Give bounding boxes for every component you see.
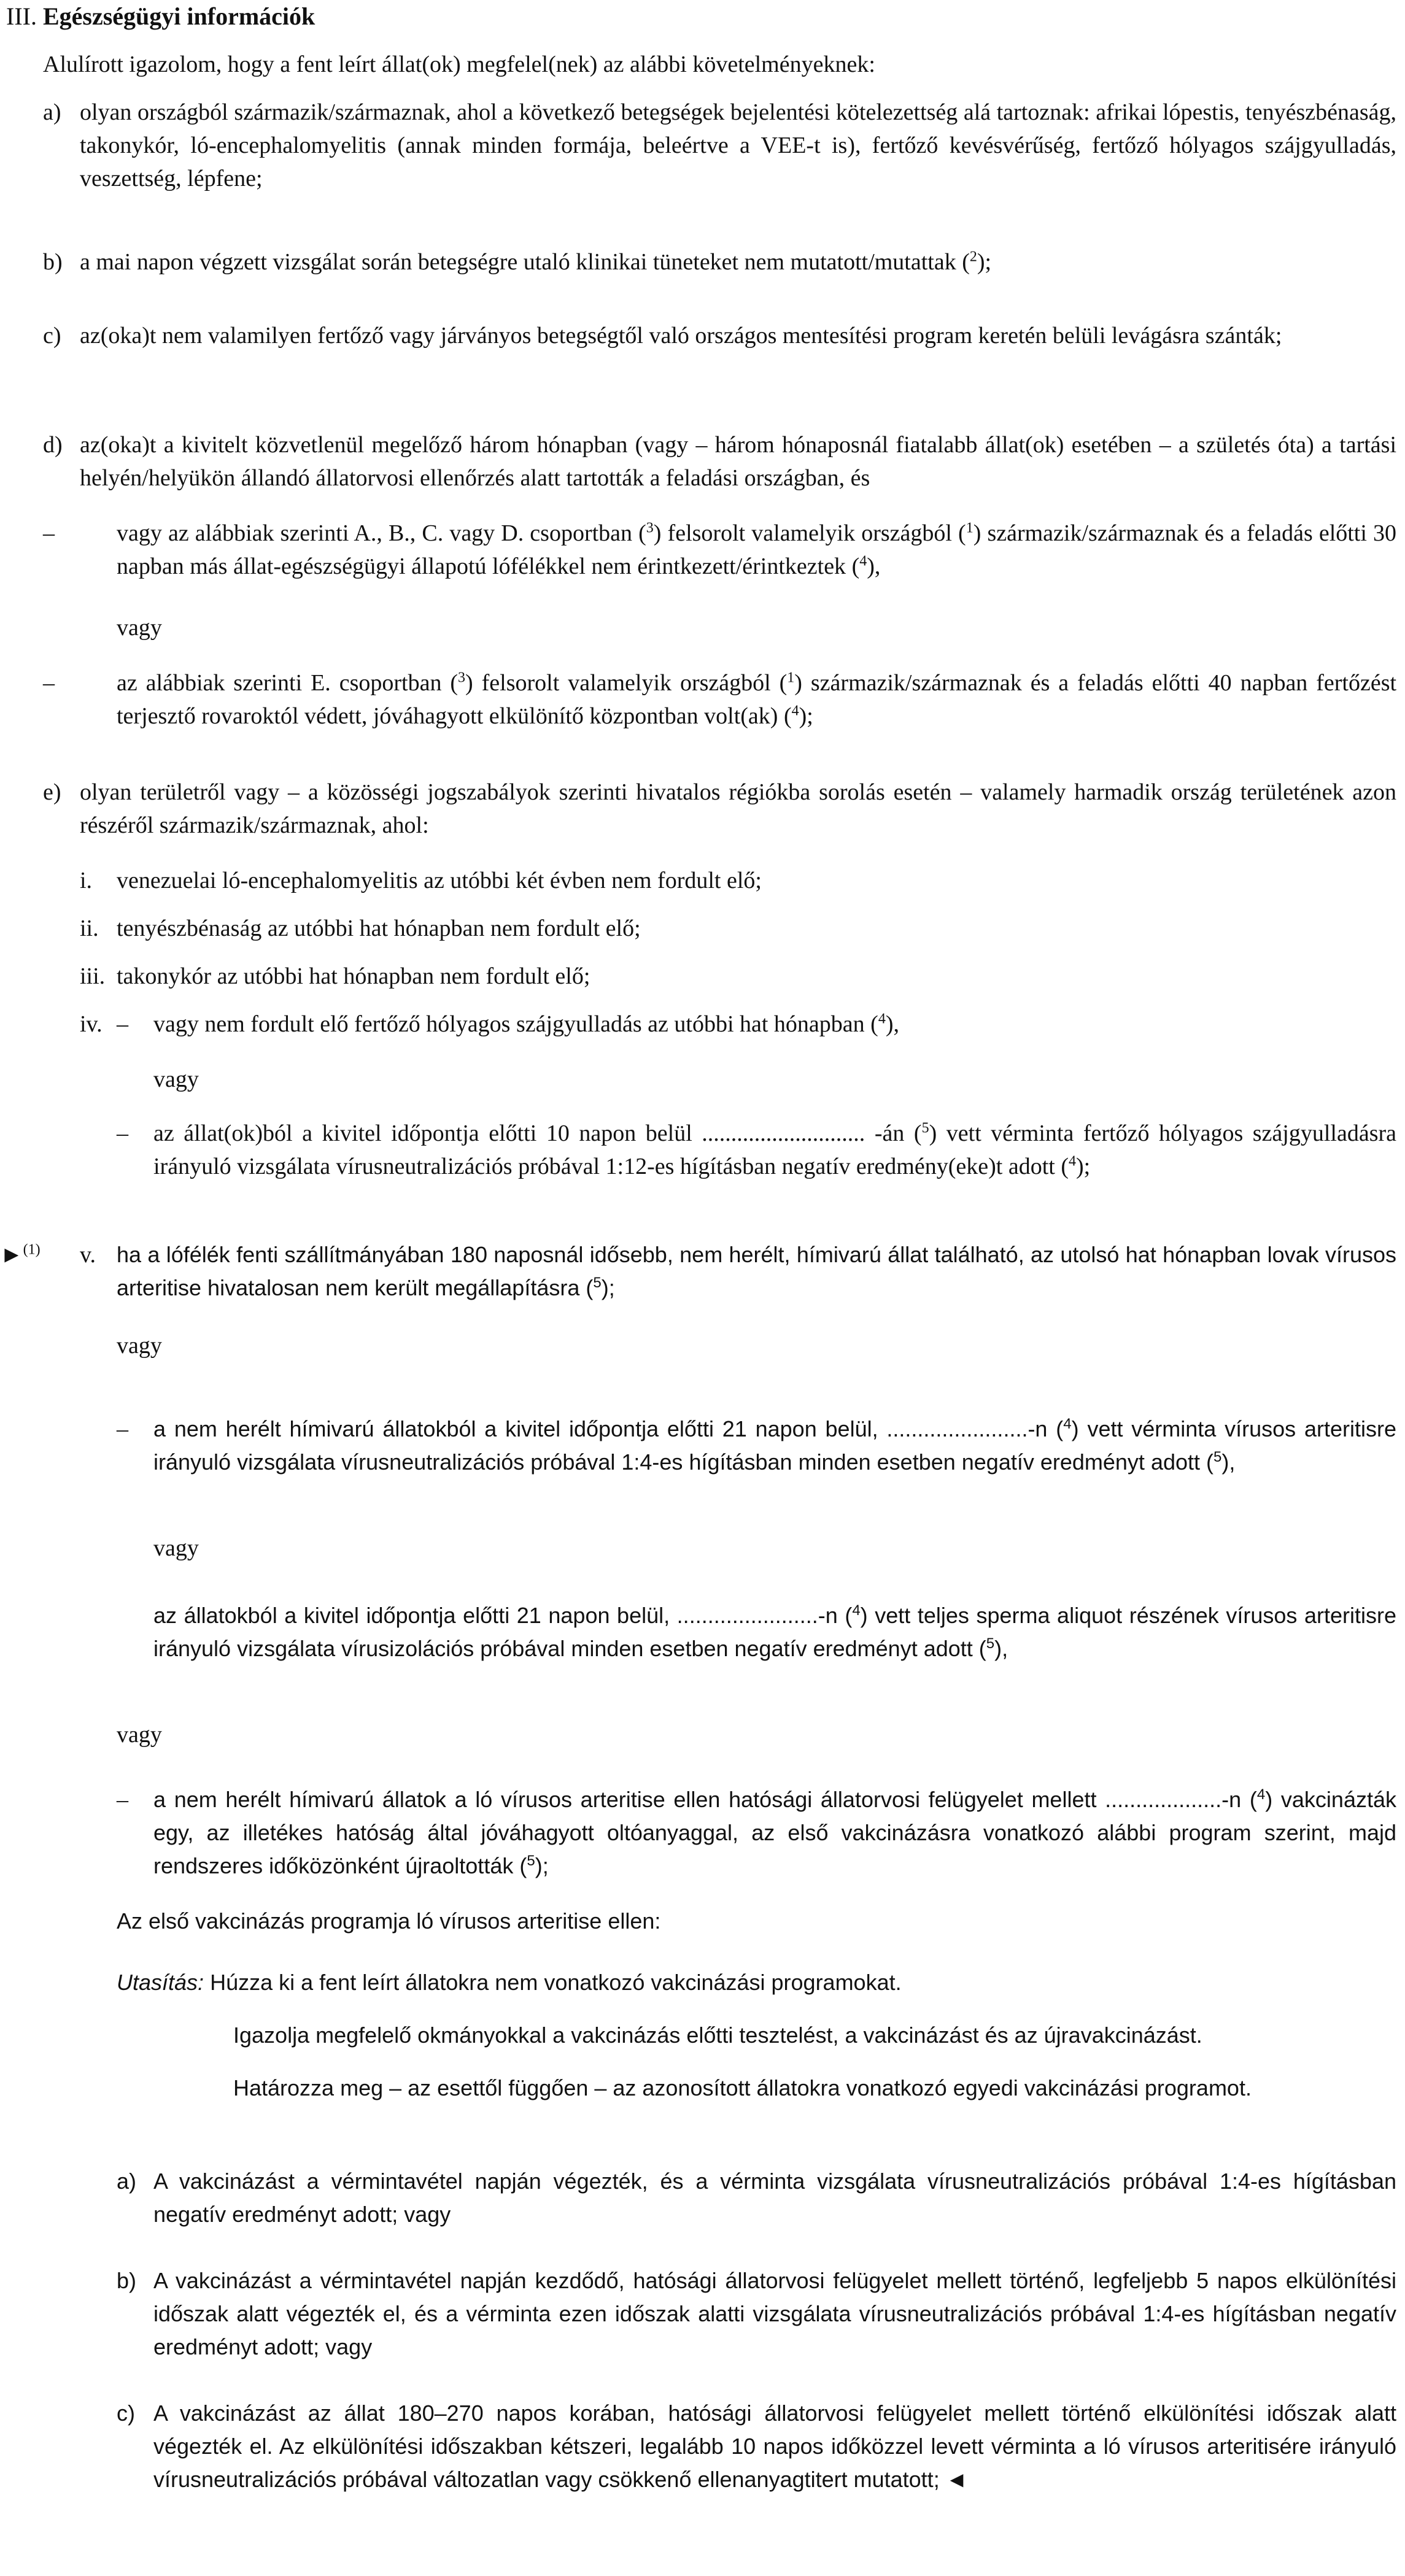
- item-e-iv-label: iv.: [80, 1011, 103, 1037]
- item-a-text: olyan országból származik/származnak, ahol a következő betegségek bejelentési kötelezettség alá tartoznak: afrikai lópestis, tenyészbénaság, takonykór, ló-encephalomyelitis (annak minden formája, beleértve a VEE-t is), fertőző kevésvérűség, fertőző hólyagos szájgyulladás, veszettség, lépfene;: [80, 99, 1396, 191]
- instruction-line: Utasítás: Húzza ki a fent leírt állatokra nem vonatkozó vakcinázási programokat.: [117, 1970, 902, 1995]
- dash-bullet: –: [43, 670, 55, 696]
- item-d-dash1: vagy az alábbiak szerinti A., B., C. vagy D. csoportban ($^3$) felsorolt valamelyik országból ($^1$) származik/származnak és a feladás előtti 30 napban más állat-egészségügyi állapotú lófélékkel nem érintkezett/érintkeztek ($^4$),: [117, 520, 1397, 579]
- vacc-b-text: A vakcinázást a vérmintavétel napján kezdődő, hatósági állatorvosi felügyelet mellett történő, legfeljebb 5 napos elkülönítési időszak alatt végezték el, és a vérminta ezen időszak alatti vizsgálata vírusneutralizációs próbával 1:4-es hígításban negatív eredményt adott; vagy: [153, 2268, 1396, 2359]
- or-text: vagy: [117, 615, 162, 641]
- dash-bullet: –: [117, 1120, 128, 1146]
- item-v-text: ha a lófélék fenti szállítmányában 180 naposnál idősebb, nem herélt, hímivarú állat található, az utolsó hat hónapban lovak vírusos arteritise hivatalosan nem került megállapításra ($^5$);: [117, 1242, 1396, 1300]
- item-e-iii-text: takonykór az utóbbi hat hónapban nem fordult elő;: [117, 963, 590, 989]
- vacc-b-label: b): [117, 2268, 137, 2293]
- item-e-iv-dash2: az állat(ok)ból a kivitel időpontja előtti 10 napon belül ............................ -án ($^5$) vett vérminta fertőző hólyagos szájgyulladásra irányuló vizsgálata vírusneutralizációs próbával 1:12-es hígításban negatív eredmény(eke)t adott ($^4$);: [153, 1120, 1397, 1179]
- item-e-iv-text: vagy nem fordult elő fertőző hólyagos szájgyulladás az utóbbi hat hónapban ($^4$),: [153, 1011, 899, 1037]
- item-e-ii-label: ii.: [80, 916, 99, 941]
- instruction-note-2: Határozza meg – az esettől függően – az azonosított állatokra vonatkozó egyedi vakcinázási programot.: [233, 2075, 1252, 2100]
- or-text: vagy: [117, 1722, 162, 1748]
- item-a-label: a): [43, 99, 61, 125]
- section-heading: [6, 0, 1393, 33]
- or-text: vagy: [153, 1535, 199, 1561]
- or-text: vagy: [117, 1333, 162, 1359]
- item-v-dash2: a nem herélt hímivarú állatok a ló vírusos arteritise ellen hatósági állatorvosi felügyelet mellett ...................-n ($^4$) vakcinázták egy, az illetékes hatóság által jóváhagyott oltóanyaggal, az első vakcinázásra vonatkozó alábbi program szerint, majd rendszeres időközönként újraoltották ($^5$);: [153, 1786, 1396, 1878]
- item-d-text: az(oka)t a kivitelt közvetlenül megelőző három hónapban (vagy – három hónaposnál fiatalabb állat(ok) esetében – a születés óta) a tartási helyén/helyükön állandó állatorvosi ellenőrzés alatt tartották a feladási országban, és: [80, 432, 1396, 491]
- dash-bullet: –: [117, 1787, 128, 1813]
- or-text: vagy: [153, 1066, 199, 1092]
- item-v-dash1: a nem herélt hímivarú állatokból a kivitel időpontja előtti 21 napon belül, .......................-n ($^4$) vett vérminta vírusos arteritisre irányuló vizsgálata vírusneutralizációs próbával 1:4-es hígításban minden esetben negatív eredményt adott ($^5$),: [153, 1416, 1397, 1475]
- item-b-label: b): [43, 249, 63, 275]
- item-v-label: v.: [80, 1242, 96, 1268]
- item-d-label: d): [43, 432, 63, 458]
- vacc-a-text: A vakcinázást a vérmintavétel napján végezték, és a vérminta vizsgálata vírusneutralizációs próbával 1:4-es hígításban negatív eredményt adott; vagy: [153, 2169, 1396, 2227]
- dash-bullet: –: [117, 1416, 128, 1442]
- item-c-text: az(oka)t nem valamilyen fertőző vagy járványos betegségtől való országos mentesítési program keretén belüli levágásra szánták;: [80, 323, 1282, 349]
- amendment-start-marker: ►$^{(1)}$: [0, 1241, 41, 1268]
- vacc-c-text: A vakcinázást az állat 180–270 napos korában, hatósági állatorvosi felügyelet mellett történő elkülönítési időszak alatt végezték el. Az elkülönítési időszakban kétszeri, legalább 10 napos időközzel levett vérminta a ló vírusos arteritisére irányuló vírusneutralizációs próbával változatlan vagy csökkenő ellenanyagtitert mutatott; ◄: [153, 2401, 1396, 2492]
- item-e-iii-label: iii.: [80, 963, 106, 989]
- item-e-text: olyan területről vagy – a közösségi jogszabályok szerinti hivatalos régiókba sorolás esetén – valamely harmadik ország területének azon részéről származik/származnak, ahol:: [80, 779, 1396, 838]
- vacc-c-label: c): [117, 2401, 135, 2426]
- item-d-dash2: az alábbiak szerinti E. csoportban ($^3$) felsorolt valamelyik országból ($^1$) származik/származnak és a feladás előtti 40 napban fertőzést terjesztő rovaroktól védett, jóváhagyott elkülönítő központban volt(ak) ($^4$);: [117, 669, 1397, 729]
- vaccination-heading: Az első vakcinázás programja ló vírusos arteritise ellen:: [117, 1908, 661, 1934]
- dash-bullet: –: [43, 520, 55, 546]
- item-v-para2: az állatokból a kivitel időpontja előtti 21 napon belül, .......................-n ($^4$) vett teljes sperma aliquot részének vírusos arteritisre irányuló vizsgálata vírusizolációs próbával minden esetben negatív eredményt adott ($^5$),: [153, 1602, 1396, 1661]
- item-e-i-label: i.: [80, 868, 93, 893]
- item-e-ii-text: tenyészbénaság az utóbbi hat hónapban nem fordult elő;: [117, 916, 641, 941]
- section-title: Egészségügyi információk: [42, 2, 315, 30]
- item-c-label: c): [43, 323, 61, 349]
- item-b-text: a mai napon végzett vizsgálat során betegségre utaló klinikai tüneteket nem mutatott/mutattak ($^2$);: [80, 249, 992, 275]
- amendment-end-marker: ◄: [945, 2467, 968, 2492]
- intro-text: Alulírott igazolom, hogy a fent leírt állat(ok) megfelel(nek) az alábbi követelményeknek:: [43, 52, 875, 77]
- item-e-i-text: venezuelai ló-encephalomyelitis az utóbbi két évben nem fordult elő;: [117, 868, 762, 893]
- vacc-a-label: a): [117, 2169, 137, 2194]
- dash-bullet: –: [117, 1011, 128, 1037]
- instruction-note-1: Igazolja megfelelő okmányokkal a vakcinázás előtti tesztelést, a vakcinázást és az újravakcinázást.: [233, 2023, 1202, 2048]
- item-e-label: e): [43, 779, 61, 805]
- section-number: III.: [6, 2, 37, 30]
